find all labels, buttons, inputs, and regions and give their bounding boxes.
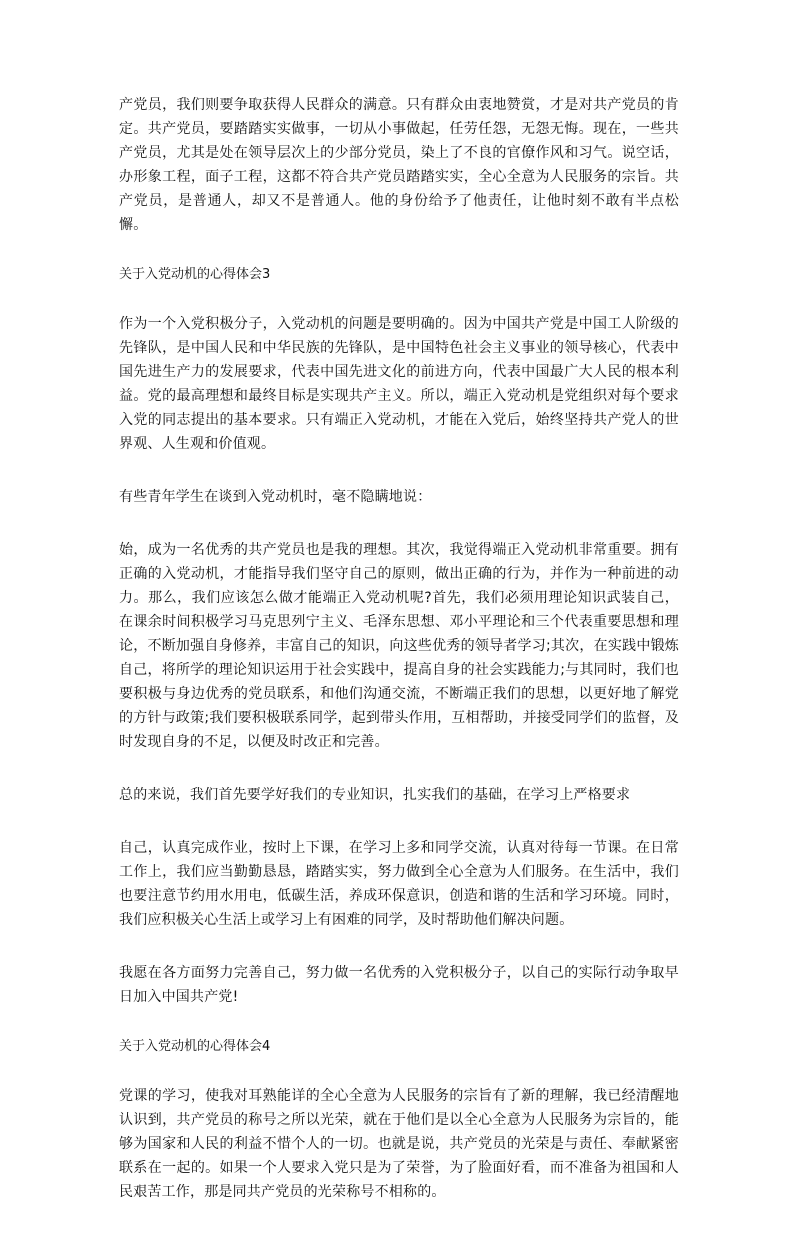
document-body (119, 93, 679, 1233)
paragraph-4: 始，成为一名优秀的共产党员也是我的理想。其次，我觉得端正入党动机非常重要。拥有正确的入党动机，才能指导我们坚守自己的原则，做出正确的行为，并作为一种前进的动力。那么，我们应该怎么做才能端正入党动机呢?首先，我们必须用理论知识武装自己，在课余时间积极学习马克思列宁主义、毛泽东思想、邓小平理论和三个代表重要思想和理论，不断加强自身修养，丰富自己的知识，向这些优秀的领导者学习;其次，在实践中锻炼自己，将所学的理论知识运用于社会实践中，提高自身的社会实践能力;与其同时，我们也要积极与身边优秀的党员联系，和他们沟通交流，不断端正我们的思想，以更好地了解党的方针与政策;我们要积极联系同学，起到带头作用，互相帮助，并接受同学们的监督，及时发现自身的不足，以便及时改正和完善。 (119, 542, 679, 750)
paragraph-3: 有些青年学生在谈到入党动机时，毫不隐瞒地说： (119, 489, 432, 505)
paragraph-2: 作为一个入党积极分子，入党动机的问题是要明确的。因为中国共产党是中国工人阶级的先锋队，是中国人民和中华民族的先锋队，是中国特色社会主义事业的领导核心，代表中国先进生产力的发展要求，代表中国先进文化的前进方向，代表中国最广大人民的根本利益。党的最高理想和最终目标是实现共产主义。所以，端正入党动机是党组织对每个要求入党的同志提出的基本要求。只有端正入党动机，才能在入党后，始终坚持共产党人的世界观、人生观和价值观。 (119, 316, 679, 452)
paragraph-7: 我愿在各方面努力完善自己，努力做一名优秀的入党积极分子，以自己的实际行动争取早日加入中国共产党! (119, 965, 679, 1005)
paragraph-8: 党课的学习，使我对耳熟能详的全心全意为人民服务的宗旨有了新的理解，我已经清醒地认识到，共产党员的称号之所以光荣，就在于他们是以全心全意为人民服务为宗旨的，能够为国家和人民的利益不惜个人的一切。也就是说，共产党员的光荣是与责任、奉献紧密联系在一起的。如果一个人要求入党只是为了荣誉，为了脸面好看，而不准备为祖国和人民艰苦工作，那是同共产党员的光荣称号不相称的。 (119, 1088, 679, 1200)
section-heading-4: 关于入党动机的心得体会4 (119, 1039, 271, 1054)
section-heading-3: 关于入党动机的心得体会3 (119, 267, 271, 282)
paragraph-5: 总的来说，我们首先要学好我们的专业知识，扎实我们的基础，在学习上严格要求 (119, 787, 631, 803)
paragraph-1: 产党员，我们则要争取获得人民群众的满意。只有群众由衷地赞赏，才是对共产党员的肯定。共产党员，要踏踏实实做事，一切从小事做起，任劳任怨，无怨无悔。现在，一些共产党员，尤其是处在领导层次上的少部分党员，染上了不良的官僚作风和习气。说空话，办形象工程，面子工程，这都不符合共产党员踏踏实实，全心全意为人民服务的宗旨。共产党员，是普通人，却又不是普通人。他的身份给予了他责任，让他时刻不敢有半点松懈。 (119, 97, 679, 233)
paragraph-6: 自己，认真完成作业，按时上下课，在学习上多和同学交流，认真对待每一节课。在日常工作上，我们应当勤勤恳恳，踏踏实实，努力做到全心全意为人们服务。在生活中，我们也要注意节约用水用电，低碳生活，养成环保意识，创造和谐的生活和学习环境。同时，我们应积极关心生活上或学习上有困难的同学，及时帮助他们解决问题。 (119, 840, 679, 928)
